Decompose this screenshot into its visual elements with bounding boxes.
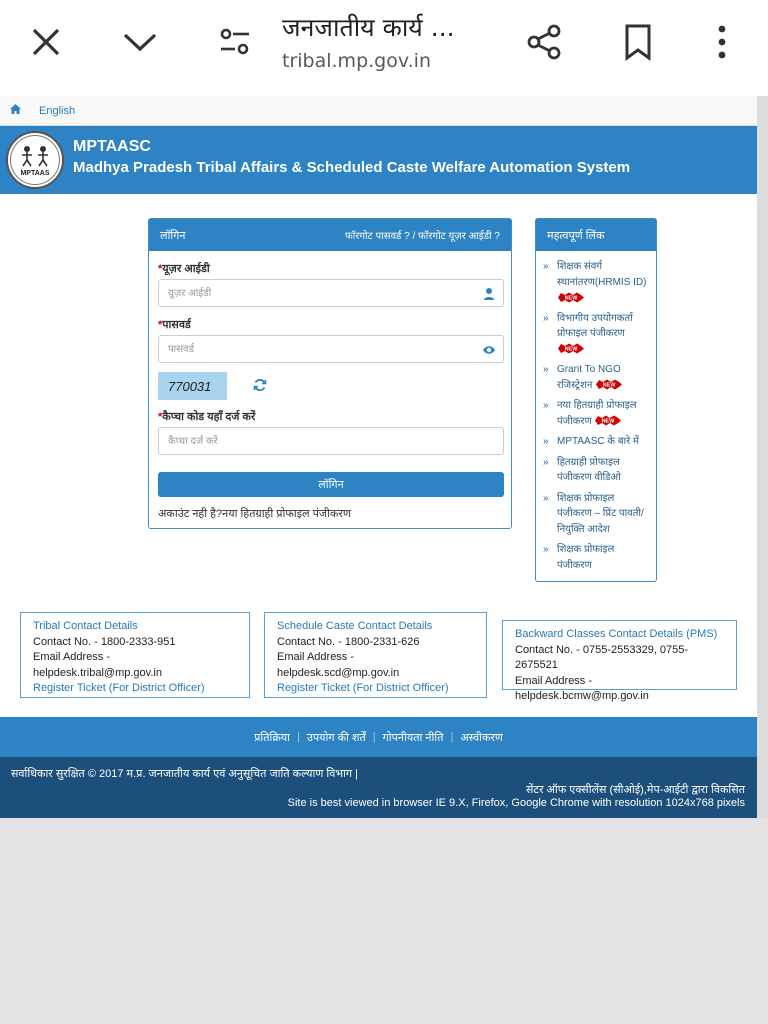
login-panel-header: [149, 219, 511, 251]
important-links-header: [536, 219, 656, 251]
page-url: tribal.mp.gov.in: [282, 50, 431, 72]
logo-text: MPTAAS: [20, 169, 50, 177]
close-icon[interactable]: [20, 16, 72, 68]
new-badge: [594, 415, 622, 426]
footer-link-terms[interactable]: उपयोग की शर्तें: [306, 731, 366, 744]
userid-label: *यूज़र आईडी: [158, 263, 210, 275]
web-page: [0, 96, 757, 818]
list-item[interactable]: » शिक्षक संवर्ग स्थानांतरण(HRMIS ID) NEW: [543, 261, 647, 302]
password-input[interactable]: [159, 336, 459, 362]
best-view-text: Site is best viewed in browser IE 9.X, Firefox, Google Chrome with resolution 1024x768 pixels: [287, 797, 745, 809]
eye-icon[interactable]: [482, 343, 496, 357]
login-button[interactable]: लॉगिन: [158, 472, 504, 497]
tribal-figures-icon: [18, 144, 52, 168]
register-text: अकाउंट नही है?: [158, 508, 223, 520]
list-item[interactable]: » Grant To NGO रजिस्ट्रेशन NEW: [543, 362, 650, 393]
important-links-list: [536, 251, 656, 573]
page-edge: [757, 96, 768, 818]
top-strip: [0, 96, 757, 126]
important-links-panel: [535, 218, 657, 582]
list-item[interactable]: » शिक्षक प्रोफाइल पंजीकरण: [543, 544, 615, 571]
refresh-icon[interactable]: [253, 378, 267, 392]
bookmark-icon[interactable]: [612, 16, 664, 68]
captcha-label: *कैप्चा कोड यहाँ दर्ज करें: [158, 411, 256, 423]
list-item[interactable]: » विभागीय उपयोगकर्ता प्रोफाइल पंजीकरण NEW: [543, 312, 633, 353]
contact-email: Email Address - helpdesk.tribal@mp.gov.in: [33, 651, 162, 679]
chevron-down-icon[interactable]: [114, 16, 166, 68]
address-bar[interactable]: [282, 10, 502, 72]
footer-link-privacy[interactable]: गोपनीयता नीति: [382, 731, 444, 744]
password-label: *पासवर्ड: [158, 319, 191, 331]
register-link[interactable]: नया हितग्राही प्रोफाइल पंजीकरण: [222, 508, 351, 520]
new-badge: [557, 343, 585, 354]
copyright-text: सर्वाधिकार सुरक्षित © 2017 म.प्र. जनजातीय कार्य एवं अनुसूचित जाति कल्याण विभाग |: [11, 768, 359, 780]
important-links-heading: महत्वपूर्ण लिंक: [547, 229, 605, 242]
footer-link-feedback[interactable]: प्रतिक्रिया: [254, 731, 291, 744]
list-item[interactable]: » नया हितग्राही प्रोफाइल पंजीकरण NEW: [543, 400, 637, 427]
page-title: जनजातीय कार्य ...: [282, 13, 455, 42]
contact-number: Contact No. - 1800-2331-626: [277, 635, 420, 648]
browser-toolbar: [0, 0, 768, 96]
forgot-link[interactable]: फॉरगोट पासवर्ड ? / फॉरगोट यूज़र आईडी ?: [345, 231, 500, 242]
contact-title: Backward Classes Contact Details (PMS): [515, 628, 718, 640]
list-item[interactable]: » हितग्राही प्रोफाइल पंजीकरण वीडिओ: [543, 456, 621, 483]
empty-area: [0, 818, 768, 1024]
captcha-field[interactable]: [158, 427, 504, 455]
contact-number: Contact No. - 0755-2553329, 0755-2675521: [515, 643, 689, 671]
list-item[interactable]: » MPTAASC के बारे में: [543, 436, 639, 447]
userid-input[interactable]: [159, 280, 459, 306]
site-header: [0, 126, 757, 194]
svg-text:NEW: NEW: [602, 382, 616, 389]
site-full-name: Madhya Pradesh Tribal Affairs & Scheduled Caste Welfare Automation System: [73, 159, 631, 176]
contact-title: Schedule Caste Contact Details: [277, 620, 433, 632]
userid-field[interactable]: [158, 279, 504, 307]
list-item[interactable]: » शिक्षक प्रोफाइल पंजीकरण – प्रिंट पावती/नियुक्ति आदेश: [543, 492, 644, 535]
more-vert-icon[interactable]: [696, 16, 748, 68]
captcha-image: 770031: [158, 372, 227, 400]
page-settings-icon[interactable]: [209, 16, 261, 68]
login-panel: [148, 218, 512, 529]
footer-link-disclaimer[interactable]: अस्वीकरण: [460, 731, 503, 744]
password-field[interactable]: [158, 335, 504, 363]
new-badge: [557, 292, 585, 303]
sc-contact-box: [264, 612, 487, 698]
svg-text:NEW: NEW: [564, 295, 578, 302]
footer-nav: प्रतिक्रिया | उपयोग की शर्तें | गोपनीयता नीति | अस्वीकरण: [0, 717, 757, 757]
register-row: [158, 506, 351, 521]
tribal-contact-box: [20, 612, 250, 698]
svg-text:NEW: NEW: [564, 346, 578, 353]
new-badge: [595, 379, 623, 390]
site-short-name: MPTAASC: [73, 138, 151, 155]
login-heading: लॉगिन: [160, 229, 186, 242]
share-icon[interactable]: [518, 16, 570, 68]
contact-email: Email Address - helpdesk.bcmw@mp.gov.in: [515, 674, 649, 702]
developer-text: सेंटर ऑफ एक्सीलेंस (सीओई),मेप-आईटी द्वारा विकसित: [525, 784, 745, 796]
contact-number: Contact No. - 1800-2333-951: [33, 635, 176, 648]
contact-title: Tribal Contact Details: [33, 620, 138, 632]
bc-contact-box: [502, 620, 737, 702]
user-icon: [482, 287, 496, 301]
mptaasc-logo[interactable]: [6, 131, 64, 189]
svg-text:NEW: NEW: [602, 418, 615, 425]
contact-email: Email Address - helpdesk.scd@mp.gov.in: [277, 651, 400, 679]
register-ticket-link[interactable]: Register Ticket (For District Officer): [33, 682, 205, 694]
site-footer: [0, 757, 757, 818]
captcha-input[interactable]: [159, 428, 459, 454]
register-ticket-link[interactable]: Register Ticket (For District Officer): [277, 682, 449, 694]
home-icon[interactable]: [10, 104, 21, 117]
language-link[interactable]: English: [39, 104, 76, 117]
